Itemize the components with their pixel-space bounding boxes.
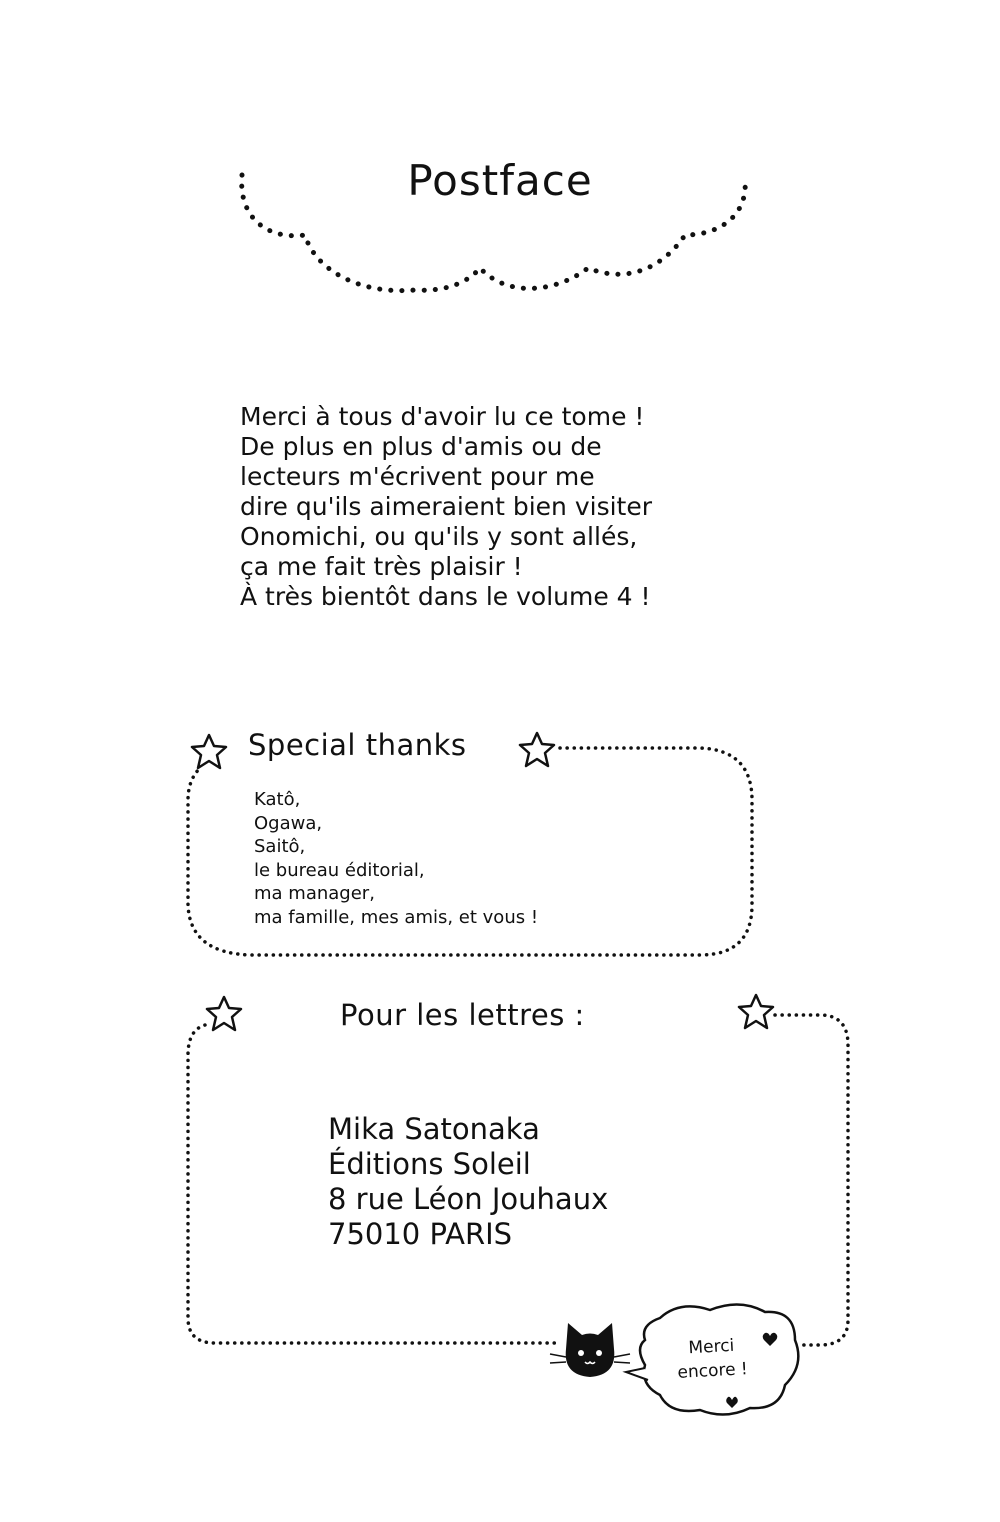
mailing-address [328,1112,608,1252]
bubble-line: Merci [687,1335,735,1359]
address-line: 8 rue Léon Jouhaux [328,1182,609,1216]
message-paragraph [240,402,800,612]
letters-dotted-frame [775,1015,848,1345]
page-title: Postface [407,156,593,206]
message-line: Onomichi, ou qu'ils y sont allés, [240,522,638,551]
message-line: De plus en plus d'amis ou de [240,432,602,461]
special-thanks-list [254,788,538,929]
star-icon [739,995,773,1028]
speech-bubble-text [651,1332,773,1386]
thanks-item: le bureau éditorial, [254,859,425,881]
thanks-item: ma manager, [254,883,375,904]
thanks-item: Ogawa, [254,812,323,834]
thanks-item: ma famille, mes amis, et vous ! [254,906,539,928]
star-icon [192,735,226,768]
address-line: Éditions Soleil [328,1147,531,1181]
special-thanks-heading: Special thanks [248,728,467,762]
star-icon [520,733,554,766]
bubble-line: encore ! [677,1359,749,1383]
star-icon [207,997,241,1030]
thanks-item: Saitô, [254,836,306,857]
cat-icon [550,1323,630,1377]
message-line: Merci à tous d'avoir lu ce tome ! [240,402,645,431]
message-line: dire qu'ils aimeraient bien visiter [240,492,652,521]
speech-bubble-tail [626,1368,648,1380]
message-line: À très bientôt dans le volume 4 ! [240,582,651,611]
address-line: 75010 PARIS [328,1217,513,1251]
message-line: ça me fait très plaisir ! [240,552,523,581]
letters-heading: Pour les lettres : [340,998,585,1032]
thanks-item: Katô, [254,789,301,810]
message-line: lecteurs m'écrivent pour me [240,462,595,491]
address-line: Mika Satonaka [328,1112,540,1146]
